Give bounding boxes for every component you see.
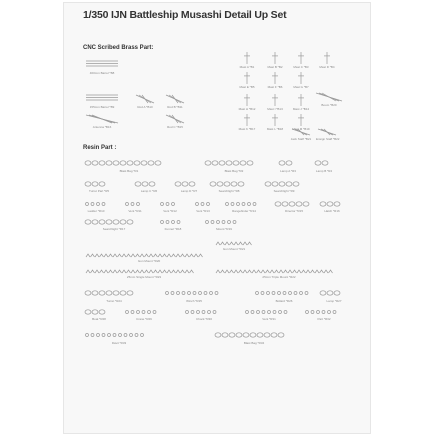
- part-label: Ensign Staff *B22: [316, 137, 340, 141]
- part-label: Lamp C *R6: [140, 189, 158, 193]
- resin_parts-part: [84, 199, 108, 214]
- resin_parts-part: [84, 179, 114, 194]
- winch-icon: [164, 287, 224, 299]
- brass_parts-part: [290, 51, 312, 70]
- resin_parts-part: [204, 157, 264, 174]
- lamp-icon: [134, 179, 164, 189]
- rangefinder-icon: [224, 199, 264, 209]
- resin_parts-part: [314, 157, 334, 174]
- part-label: Antenna *B16: [92, 125, 112, 129]
- mast-icon: [290, 71, 312, 85]
- mast-icon: [290, 51, 312, 65]
- lamp-icon: [314, 157, 334, 169]
- part-label: Funnel *R18: [164, 227, 182, 231]
- funnel-icon: [159, 217, 187, 227]
- part-label: Crane *R29: [136, 317, 152, 321]
- page-title: 1/350 IJN Battleship Musashi Detail Up Set: [83, 9, 287, 21]
- brass_parts-part: [264, 51, 286, 70]
- part-label: 460mm Barrel *B8: [89, 71, 115, 75]
- searchlight-icon: [264, 179, 304, 189]
- brass_parts-part: [84, 59, 120, 76]
- rod-icon: [84, 113, 120, 125]
- part-label: Mast K *B17: [238, 127, 256, 131]
- part-label: Vent *R11: [128, 209, 142, 213]
- part-label: Mast H *B12: [238, 107, 256, 111]
- resin_parts-part: [319, 199, 345, 214]
- blast-bag-icon: [214, 329, 294, 341]
- lamp-icon: [278, 157, 298, 169]
- resin_parts-part: [214, 237, 254, 252]
- rod-icon: [290, 127, 312, 137]
- resin_parts-part: [159, 199, 181, 214]
- lamp-icon: [174, 179, 204, 189]
- part-label: Mast I *B13: [267, 107, 283, 111]
- brass_parts-part: [164, 93, 186, 110]
- part-label: Boat *R28: [92, 317, 106, 321]
- part-label: Director *R15: [284, 209, 303, 213]
- part-label: Mast E *B5: [239, 85, 255, 89]
- part-label: Mast A *B1: [239, 65, 255, 69]
- brass_parts-part: [236, 113, 258, 132]
- part-label: Ladder *R10: [87, 209, 105, 213]
- part-label: Mount *R19: [216, 227, 232, 231]
- resin-heading: Resin Part :: [83, 145, 117, 151]
- part-label: Blast Bag *R2: [224, 169, 244, 173]
- resin_parts-part: [274, 199, 314, 214]
- resin_parts-part: [84, 237, 214, 264]
- vent-icon: [244, 307, 294, 317]
- brass_parts-part: [264, 113, 286, 132]
- mast-icon: [236, 71, 258, 85]
- brass_parts-part: [164, 113, 186, 130]
- gun-icon: [214, 237, 254, 247]
- resin_parts-part: [124, 307, 164, 322]
- part-label: Mast D *B4: [319, 65, 335, 69]
- rod-icon: [134, 93, 156, 105]
- brass_parts-part: [84, 93, 120, 110]
- brass_parts-part: [134, 93, 156, 110]
- rod-icon: [314, 91, 344, 103]
- ladder-icon: [84, 199, 108, 209]
- resin_parts-part: [204, 217, 244, 232]
- part-icon: [304, 307, 344, 317]
- vent-icon: [159, 199, 181, 209]
- part-label: Mast J *B14: [292, 107, 310, 111]
- part-label: Mast G *B7: [293, 85, 309, 89]
- resin_parts-part: [278, 157, 298, 174]
- part-label: Rod A *B10: [137, 105, 153, 109]
- mount-icon: [204, 217, 244, 227]
- chock-icon: [184, 307, 224, 317]
- resin_parts-part: [304, 307, 344, 322]
- brass_parts-part: [264, 93, 286, 112]
- part-label: Blast Bag *R34: [243, 341, 265, 345]
- part-label: 25mm Triple Mount *R22: [262, 275, 296, 279]
- part-label: Bollard *R26: [275, 299, 293, 303]
- resin_parts-part: [134, 179, 164, 194]
- resin_parts-part: [209, 179, 249, 194]
- part-label: Mast B *B2: [267, 65, 283, 69]
- boat-icon: [84, 307, 114, 317]
- davit-icon: [84, 329, 154, 341]
- part-label: Turret Part *R5: [88, 189, 110, 193]
- part-label: Lamp *R27: [326, 299, 342, 303]
- part-label: Jack Staff *B21: [290, 137, 312, 141]
- part-label: 155mm Barrel *B9: [89, 105, 115, 109]
- gun-icon: [84, 263, 204, 275]
- brass_parts-part: [236, 51, 258, 70]
- searchlight-icon: [209, 179, 249, 189]
- mast-icon: [316, 51, 338, 65]
- part-label: Vent *R13: [196, 209, 210, 213]
- brass_parts-part: [84, 113, 120, 130]
- mast-icon: [264, 51, 286, 65]
- mast-icon: [264, 93, 286, 107]
- part-label: Mast L *B18: [266, 127, 284, 131]
- barrel-icon: [84, 93, 120, 105]
- gun-icon: [84, 237, 214, 259]
- mast-icon: [236, 93, 258, 107]
- part-label: Rod C *B15: [167, 125, 183, 129]
- resin_parts-part: [184, 307, 224, 322]
- rod-icon: [164, 113, 186, 125]
- mast-icon: [290, 113, 312, 127]
- searchlight-icon: [84, 217, 144, 227]
- part-label: Rangefinder *R14: [232, 209, 256, 213]
- part-label: Vent *R31: [262, 317, 276, 321]
- brass_parts-part: [236, 71, 258, 90]
- part-label: Boom *B20: [321, 103, 337, 107]
- resin_parts-part: [174, 179, 204, 194]
- part-label: Searchlight *R9: [273, 189, 295, 193]
- part-label: Davit *R33: [111, 341, 127, 345]
- part-label: Blast Bag *R1: [119, 169, 139, 173]
- part-label: Searchlight *R8: [218, 189, 240, 193]
- vent-icon: [194, 199, 212, 209]
- turret-icon: [84, 179, 114, 189]
- mast-icon: [236, 51, 258, 65]
- rod-icon: [316, 127, 338, 137]
- resin_parts-part: [214, 329, 294, 346]
- resin_parts-part: [84, 329, 154, 346]
- part-label: Winch *R25: [186, 299, 202, 303]
- barrel-icon: [84, 59, 120, 71]
- resin_parts-part: [254, 287, 314, 304]
- mast-icon: [264, 113, 286, 127]
- part-label: Part *R32: [317, 317, 331, 321]
- detail-sheet: [64, 3, 370, 433]
- turret-icon: [84, 287, 144, 299]
- brass_parts-part: [316, 127, 338, 142]
- resin_parts-part: [84, 307, 114, 322]
- mast-icon: [290, 93, 312, 107]
- part-label: Mast M *B19: [292, 127, 310, 131]
- rod-icon: [164, 93, 186, 105]
- director-icon: [274, 199, 314, 209]
- resin_parts-part: [264, 179, 304, 194]
- resin_parts-part: [224, 199, 264, 214]
- part-label: Hatch *R16: [324, 209, 340, 213]
- resin_parts-part: [84, 217, 144, 232]
- part-label: Rod B *B11: [167, 105, 183, 109]
- resin_parts-part: [194, 199, 212, 214]
- part-label: Turret *R24: [106, 299, 122, 303]
- part-label: Mast C *B3: [293, 65, 309, 69]
- brass_parts-part: [264, 71, 286, 90]
- lamp-icon: [319, 287, 349, 299]
- resin_parts-part: [124, 199, 146, 214]
- resin_parts-part: [214, 253, 344, 280]
- part-label: Lamp A *R3: [280, 169, 296, 173]
- part-label: Vent *R12: [163, 209, 177, 213]
- resin_parts-part: [164, 287, 224, 304]
- mast-icon: [236, 113, 258, 127]
- brass-heading: CNC Scribed Brass Part:: [83, 45, 154, 51]
- brass_parts-part: [236, 93, 258, 112]
- part-label: Lamp B *R4: [315, 169, 333, 173]
- resin_parts-part: [84, 287, 144, 304]
- part-label: Lamp D *R7: [180, 189, 198, 193]
- crane-icon: [124, 307, 164, 317]
- part-label: Gun Mount *R20: [137, 259, 161, 263]
- brass_parts-part: [314, 91, 344, 108]
- part-label: Gun Mount *R21: [222, 247, 246, 251]
- part-label: Mast F *B6: [267, 85, 283, 89]
- blast-bag-icon: [84, 157, 174, 169]
- vent-icon: [124, 199, 146, 209]
- gun-icon: [214, 253, 344, 275]
- part-label: Searchlight *R17: [102, 227, 126, 231]
- resin_parts-part: [84, 157, 174, 174]
- bollard-icon: [254, 287, 314, 299]
- resin_parts-part: [319, 287, 349, 304]
- part-label: Chock *R30: [195, 317, 212, 321]
- brass_parts-part: [316, 51, 338, 70]
- resin_parts-part: [159, 217, 187, 232]
- resin_parts-part: [244, 307, 294, 322]
- mast-icon: [264, 71, 286, 85]
- blast-bag-icon: [204, 157, 264, 169]
- brass_parts-part: [290, 71, 312, 90]
- brass_parts-part: [290, 93, 312, 112]
- resin_parts-part: [84, 263, 204, 280]
- hatch-icon: [319, 199, 345, 209]
- part-label: 25mm Single Mount *R23: [126, 275, 162, 279]
- brass_parts-part: [290, 127, 312, 142]
